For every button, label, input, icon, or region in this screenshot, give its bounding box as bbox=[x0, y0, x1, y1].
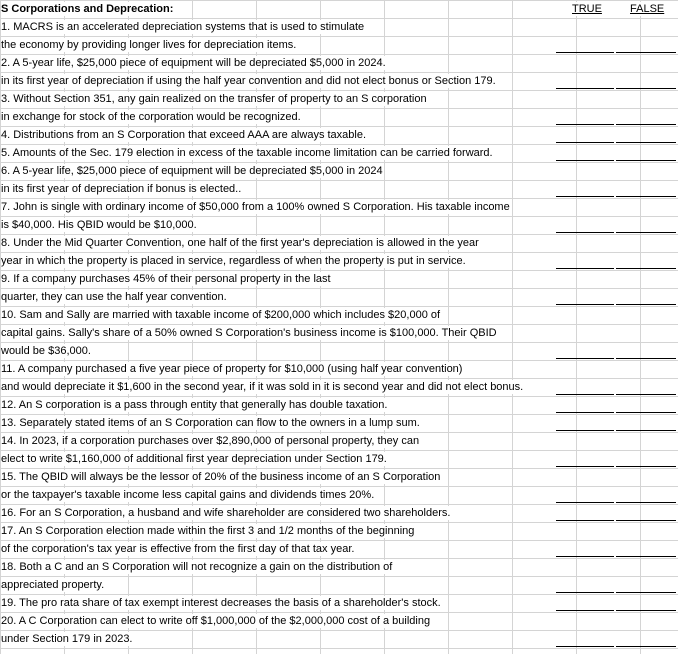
header-row bbox=[0, 0, 678, 18]
q18-true-answer[interactable] bbox=[556, 592, 614, 593]
question-text[interactable]: 2. A 5-year life, $25,000 piece of equipment will be depreciated $5,000 in 2024. bbox=[1, 57, 386, 69]
q16-false-answer[interactable] bbox=[616, 520, 676, 521]
question-text[interactable]: 6. A 5-year life, $25,000 piece of equipment will be depreciated $5,000 in 2024 bbox=[1, 165, 383, 177]
question-text[interactable]: 1. MACRS is an accelerated depreciation systems that is used to stimulate bbox=[1, 21, 365, 33]
question-row bbox=[0, 432, 678, 450]
q14-false-answer[interactable] bbox=[616, 466, 676, 467]
question-text[interactable]: 10. Sam and Sally are married with taxable income of $200,000 which includes $20,000 of bbox=[1, 309, 441, 321]
q4-true-answer[interactable] bbox=[556, 142, 614, 143]
question-row bbox=[0, 612, 678, 630]
question-text[interactable]: or the taxpayer's taxable income less capital gains and dividends times 20%. bbox=[1, 489, 375, 501]
question-row bbox=[0, 468, 678, 486]
question-text[interactable]: 7. John is single with ordinary income of $50,000 from a 100% owned S Corporation. His taxable income bbox=[1, 201, 510, 213]
question-text[interactable]: year in which the property is placed in service, regardless of when the property is put in service. bbox=[1, 255, 466, 267]
question-row bbox=[0, 270, 678, 288]
question-text[interactable]: in its first year of depreciation if bonus is elected.. bbox=[1, 183, 242, 195]
q10-false-answer[interactable] bbox=[616, 358, 676, 359]
question-text[interactable]: would be $36,000. bbox=[1, 345, 91, 357]
question-row bbox=[0, 90, 678, 108]
question-row bbox=[0, 198, 678, 216]
q2-true-answer[interactable] bbox=[556, 88, 614, 89]
q4-false-answer[interactable] bbox=[616, 142, 676, 143]
question-text[interactable]: of the corporation's tax year is effective from the first day of that tax year. bbox=[1, 543, 355, 555]
question-row bbox=[0, 558, 678, 576]
q12-true-answer[interactable] bbox=[556, 412, 614, 413]
q18-false-answer[interactable] bbox=[616, 592, 676, 593]
question-row bbox=[0, 324, 678, 342]
q6-true-answer[interactable] bbox=[556, 196, 614, 197]
q15-false-answer[interactable] bbox=[616, 502, 676, 503]
sheet-title: S Corporations and Deprecation: bbox=[1, 3, 174, 15]
question-text[interactable]: elect to write $1,160,000 of additional first year depreciation under Section 179. bbox=[1, 453, 387, 465]
q11-false-answer[interactable] bbox=[616, 394, 676, 395]
question-text[interactable]: and would depreciate it $1,600 in the second year, if it was sold in it is second year and did not elect bonus. bbox=[1, 381, 524, 393]
q7-false-answer[interactable] bbox=[616, 232, 676, 233]
question-text[interactable]: capital gains. Sally's share of a 50% owned S Corporation's business income is $100,000. Their QBID bbox=[1, 327, 497, 339]
q7-true-answer[interactable] bbox=[556, 232, 614, 233]
question-text[interactable]: 16. For an S Corporation, a husband and wife shareholder are considered two shareholders. bbox=[1, 507, 451, 519]
q15-true-answer[interactable] bbox=[556, 502, 614, 503]
question-row bbox=[0, 162, 678, 180]
q1-true-answer[interactable] bbox=[556, 52, 614, 53]
question-text[interactable]: 8. Under the Mid Quarter Convention, one half of the first year's depreciation is allowed in the year bbox=[1, 237, 479, 249]
question-text[interactable]: 17. An S Corporation election made within the first 3 and 1/2 months of the beginning bbox=[1, 525, 415, 537]
q19-false-answer[interactable] bbox=[616, 610, 676, 611]
question-text[interactable]: 19. The pro rata share of tax exempt interest decreases the basis of a shareholder's stock. bbox=[1, 597, 441, 609]
false-column-header: FALSE bbox=[630, 3, 665, 15]
question-text[interactable]: under Section 179 in 2023. bbox=[1, 633, 133, 645]
q1-false-answer[interactable] bbox=[616, 52, 676, 53]
q8-true-answer[interactable] bbox=[556, 268, 614, 269]
q9-false-answer[interactable] bbox=[616, 304, 676, 305]
q20-false-answer[interactable] bbox=[616, 646, 676, 647]
q10-true-answer[interactable] bbox=[556, 358, 614, 359]
q3-false-answer[interactable] bbox=[616, 124, 676, 125]
question-text[interactable]: is $40,000. His QBID would be $10,000. bbox=[1, 219, 197, 231]
q20-true-answer[interactable] bbox=[556, 646, 614, 647]
question-text[interactable]: 20. A C Corporation can elect to write off $1,000,000 of the $2,000,000 cost of a building bbox=[1, 615, 431, 627]
q5-false-answer[interactable] bbox=[616, 160, 676, 161]
question-row bbox=[0, 306, 678, 324]
question-text[interactable]: 13. Separately stated items of an S Corporation can flow to the owners in a lump sum. bbox=[1, 417, 420, 429]
question-row bbox=[0, 234, 678, 252]
q13-false-answer[interactable] bbox=[616, 430, 676, 431]
q16-true-answer[interactable] bbox=[556, 520, 614, 521]
q14-true-answer[interactable] bbox=[556, 466, 614, 467]
question-row bbox=[0, 522, 678, 540]
q13-true-answer[interactable] bbox=[556, 430, 614, 431]
q6-false-answer[interactable] bbox=[616, 196, 676, 197]
q19-true-answer[interactable] bbox=[556, 610, 614, 611]
question-text[interactable]: 4. Distributions from an S Corporation that exceed AAA are always taxable. bbox=[1, 129, 367, 141]
q11-true-answer[interactable] bbox=[556, 394, 614, 395]
question-text[interactable]: 3. Without Section 351, any gain realized on the transfer of property to an S corporation bbox=[1, 93, 427, 105]
question-text[interactable]: in its first year of depreciation if using the half year convention and did not elect bonus or Section 179. bbox=[1, 75, 496, 87]
question-text[interactable]: appreciated property. bbox=[1, 579, 105, 591]
question-text[interactable]: 15. The QBID will always be the lessor of 20% of the business income of an S Corporation bbox=[1, 471, 441, 483]
q17-true-answer[interactable] bbox=[556, 556, 614, 557]
question-text[interactable]: 12. An S corporation is a pass through entity that generally has double taxation. bbox=[1, 399, 388, 411]
q17-false-answer[interactable] bbox=[616, 556, 676, 557]
question-text[interactable]: 9. If a company purchases 45% of their personal property in the last bbox=[1, 273, 331, 285]
question-row bbox=[0, 18, 678, 36]
q2-false-answer[interactable] bbox=[616, 88, 676, 89]
question-text[interactable]: in exchange for stock of the corporation would be recognized. bbox=[1, 111, 301, 123]
q5-true-answer[interactable] bbox=[556, 160, 614, 161]
question-row bbox=[0, 54, 678, 72]
question-text[interactable]: 18. Both a C and an S Corporation will not recognize a gain on the distribution of bbox=[1, 561, 393, 573]
question-text[interactable]: 5. Amounts of the Sec. 179 election in excess of the taxable income limitation can be carried forward. bbox=[1, 147, 493, 159]
question-row bbox=[0, 360, 678, 378]
question-text[interactable]: 14. In 2023, if a corporation purchases over $2,890,000 of personal property, they can bbox=[1, 435, 420, 447]
question-text[interactable]: 11. A company purchased a five year piece of property for $10,000 (using half year convention) bbox=[1, 363, 463, 375]
q3-true-answer[interactable] bbox=[556, 124, 614, 125]
q9-true-answer[interactable] bbox=[556, 304, 614, 305]
true-column-header: TRUE bbox=[572, 3, 602, 15]
question-text[interactable]: the economy by providing longer lives for depreciation items. bbox=[1, 39, 297, 51]
question-text[interactable]: quarter, they can use the half year convention. bbox=[1, 291, 227, 303]
q12-false-answer[interactable] bbox=[616, 412, 676, 413]
q8-false-answer[interactable] bbox=[616, 268, 676, 269]
